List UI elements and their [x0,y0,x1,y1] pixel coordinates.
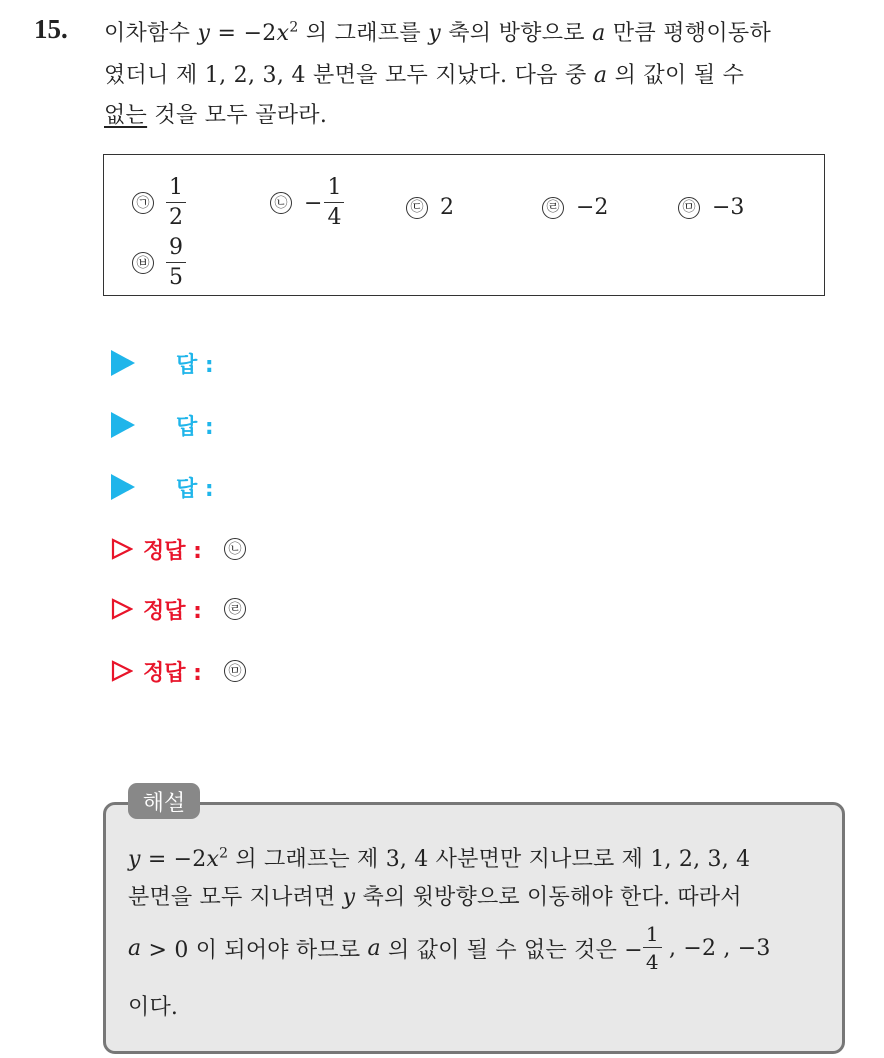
choice-mark: ㉢ [406,197,428,219]
choice-mark: ㉤ [678,197,700,219]
explanation-tab: 해설 [128,783,200,819]
correct-label: 정답 : [143,598,202,624]
choice-6 [132,237,186,289]
play-arrow-icon [111,412,135,438]
answer-label: 답 : [176,476,214,502]
fraction: $\frac{1}{4}$ [643,924,662,972]
correct-value: ㉣ [224,598,246,620]
answer-row-2[interactable] [111,410,214,440]
fraction: $\frac{9}{5}$ [166,237,186,289]
triangle-outline-icon [111,660,133,682]
correct-value: ㉡ [224,538,246,560]
correct-answer-row-2 [111,594,258,624]
answer-label: 답 : [176,414,214,440]
answer-row-3[interactable] [111,472,214,502]
question-line-2: 였더니 제 1, 2, 3, 4 분면을 모두 지났다. 다음 중 a 의 값이 될 수 [104,63,745,88]
correct-label: 정답 : [143,660,202,686]
choice-mark: ㉥ [132,252,154,274]
triangle-outline-icon [111,538,133,560]
correct-answer-row-3 [111,656,258,686]
question-number: 15. [34,14,68,44]
answer-label: 답 : [176,352,214,378]
explanation-line-3: a > 0 이 되어야 하므로 a 의 값이 될 수 없는 것은 − $\frac{1}{4}$ , −2 , −3 [128,922,771,974]
fraction: $\frac{1}{4}$ [324,177,344,229]
choice-mark: ㉠ [132,192,154,214]
correct-label: 정답 : [143,538,202,564]
choice-2: ㉡ − $\frac{1}{4}$ [270,177,344,229]
underlined-word: 없는 [104,103,148,128]
choice-3: ㉢ 2 [406,195,454,220]
choice-1 [132,177,186,229]
play-arrow-icon [111,350,135,376]
triangle-outline-icon [111,598,133,620]
explanation-line-2: 분면을 모두 지나려면 y 축의 윗방향으로 이동해야 한다. 따라서 [128,885,742,910]
explanation-line-4: 이다. [128,995,179,1020]
answer-row-1[interactable] [111,348,214,378]
explanation-line-1: $y = -2x^2$ 의 그래프는 제 3, 4 사분면만 지나므로 제 1, 2, 3, 4 [128,845,751,872]
choice-mark: ㉡ [270,192,292,214]
choice-mark: ㉣ [542,197,564,219]
choice-5: ㉤ −3 [678,195,744,220]
choices-box [103,154,825,296]
choice-4: ㉣ −2 [542,195,608,220]
play-arrow-icon [111,474,135,500]
question-line-3: 없는 것을 모두 골라라. [104,103,328,128]
correct-value: ㉤ [224,660,246,682]
fraction: $\frac{1}{2}$ [166,177,186,229]
question-line-1: 이차함수 $y = -2x^2$ 의 그래프를 y 축의 방향으로 a 만큼 평행이동하 [104,19,771,46]
correct-answer-row-1 [111,534,258,564]
